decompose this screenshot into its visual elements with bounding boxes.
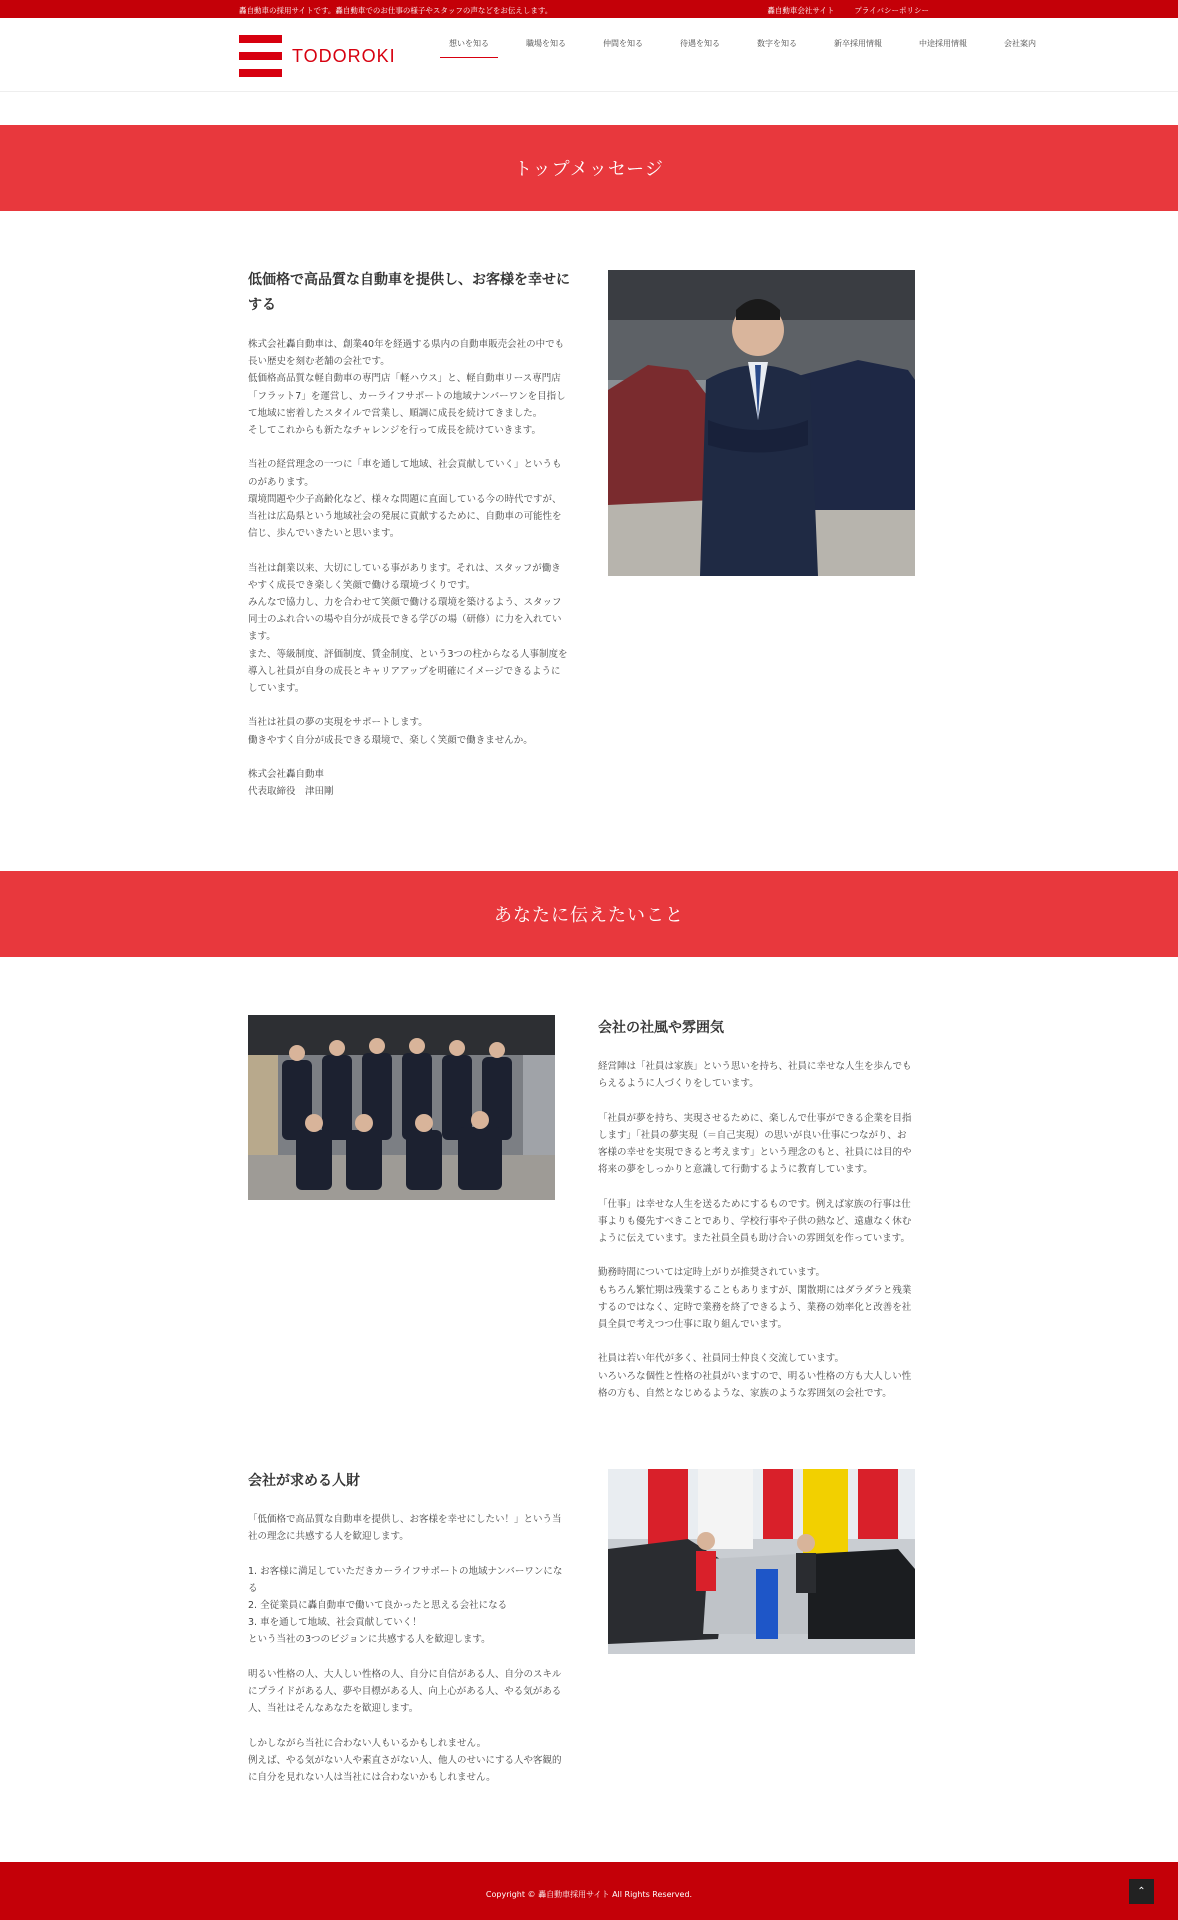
nav-item-new-grad[interactable]: 新卒採用情報: [834, 39, 882, 48]
nav-item-colleagues[interactable]: 仲間を知る: [603, 39, 643, 48]
message-to-you-band: あなたに伝えたいこと: [0, 871, 1178, 957]
nav-item-numbers[interactable]: 数字を知る: [757, 39, 797, 48]
site-header: [0, 18, 1178, 92]
nav-item-thoughts[interactable]: 想いを知る: [440, 38, 498, 58]
nav-item-mid-career[interactable]: 中途採用情報: [919, 39, 967, 48]
culture-body: 経営陣は「社員は家族」という思いを持ち、社員に幸せな人生を歩んでも らえるように人づくりをしています。 「社員が夢を持ち、実現させるために、楽しんで仕事ができる企業を目指 します」「社員の夢実現（＝自己実現）の思いが良い仕事につながり、お 客様の幸せを実現できると考えます」という理念のもと、社員には目的や 将来の夢をしっかりと意識して行動するように教育しています。 「仕事」は幸せな人生を送るためにするものです。例えば家族の行事は仕 事よりも優先すべきことであり、学校行事や子供の熱など、遠慮なく休む ように伝えています。また社員全員も助け合いの雰囲気を作っています。 勤務時間については定時上がりが推奨されています。 もちろん繁忙期は残業することもありますが、閑散期にはダラダラと残業 するのではなく、定時で業務を終了できるよう、業務の効率化と改善を社 員全員で考えつつ仕事に取り組んでいます。 社員は若い年代が多く、社員同士仲良く交流しています。 いろいろな個性と性格の社員がいますので、明るい性格の方も大人しい性 格の方も、自然となじめるような、家族のような雰囲気の会社です。: [598, 1061, 912, 1399]
top-bar: [0, 0, 1178, 18]
nav-item-company[interactable]: 会社案内: [1004, 39, 1036, 48]
logo[interactable]: [239, 35, 396, 77]
site-message: 轟自動車の採用サイトです。轟自動車でのお仕事の様子やスタッフの声などをお伝えします。: [239, 6, 553, 15]
page-top-button[interactable]: [1129, 1879, 1154, 1904]
nav-item-workplace[interactable]: 職場を知る: [526, 39, 566, 48]
top-links: [767, 5, 929, 16]
president-photo: [608, 270, 915, 576]
company-site-link[interactable]: 轟自動車会社サイト: [767, 6, 835, 15]
talent-body: 「低価格で高品質な自動車を提供し、お客様を幸せにしたい！」という当 社の理念に共感する人を歓迎します。 1. お客様に満足していただきカーライフサポートの地域ナンバーワンにな る 2. 全従業員に轟自動車で働いて良かったと思える会社になる 3. 車を通して地域、社会貢献していく！ という当社の3つのビジョンに共感する人を歓迎します。 明るい性格の人、大人しい性格の人、自分に自信がある人、自分のスキル にプライドがある人、夢や目標がある人、向上心がある人、やる気がある 人、当社はそんなあなたを歓迎します。 しかしながら当社に合わない人もいるかもしれません。 例えば、やる気がない人や素直さがない人、他人のせいにする人や客観的 に自分を見れない人は当社には合わないかもしれません。: [248, 1514, 563, 1784]
staff-group-photo: [248, 1015, 555, 1200]
top-message-heading: 低価格で高品質な自動車を提供し、お客様を幸せにする: [248, 272, 570, 313]
culture-heading: 会社の社風や雰囲気: [598, 1020, 724, 1036]
logo-text: TODOROKI: [292, 45, 396, 66]
car-lot-photo: [608, 1469, 915, 1654]
top-message-body: 株式会社轟自動車は、創業40年を経過する県内の自動車販売会社の中でも 長い歴史を刻む老舗の会社です。 低価格高品質な軽自動車の専門店「軽ハウス」と、軽自動車リース専門店 「フラット7」を運営し、カーライフサポートの地域ナンバーワンを目指し て地域に密着したスタイルで営業し、順調に成長を続けてきました。 そしてこれからも新たなチャレンジを行って成長を続けていきます。 当社の経営理念の一つに「車を通して地域、社会貢献していく」というも のがあります。 環境問題や少子高齢化など、様々な問題に直面している今の時代ですが、 当社は広島県という地域社会の発展に貢献するために、自動車の可能性を 信じ、歩んでいきたいと思います。 当社は創業以来、大切にしている事があります。それは、スタッフが働き やすく成長でき楽しく笑顔で働ける環境づくりです。 みんなで協力し、力を合わせて笑顔で働ける環境を築けるよう、スタッフ 同士のふれ合いの場や自分が成長できる学びの場（研修）に力を入れてい ます。 また、等級制度、評価制度、賃金制度、という3つの柱からなる人事制度を 導入し社員が自身の成長とキャリアアップを明確にイメージできるように しています。 当社は社員の夢の実現をサポートします。 働きやすく自分が成長できる環境で、楽しく笑顔で働きませんか。 株式会社轟自動車 代表取締役 津田剛: [248, 339, 568, 798]
copyright: Copyright © 轟自動車採用サイト All Rights Reserved.: [485, 1890, 693, 1899]
logo-mark-icon: [239, 35, 282, 77]
talent-heading: 会社が求める人財: [248, 1473, 360, 1489]
top-message-band: トップメッセージ: [0, 125, 1178, 211]
site-footer: [0, 1862, 1178, 1920]
privacy-policy-link[interactable]: プライバシーポリシー: [854, 6, 929, 15]
global-nav: [440, 38, 1064, 58]
chevron-up-icon: ⌃: [1137, 1886, 1146, 1897]
nav-item-benefits[interactable]: 待遇を知る: [680, 39, 720, 48]
